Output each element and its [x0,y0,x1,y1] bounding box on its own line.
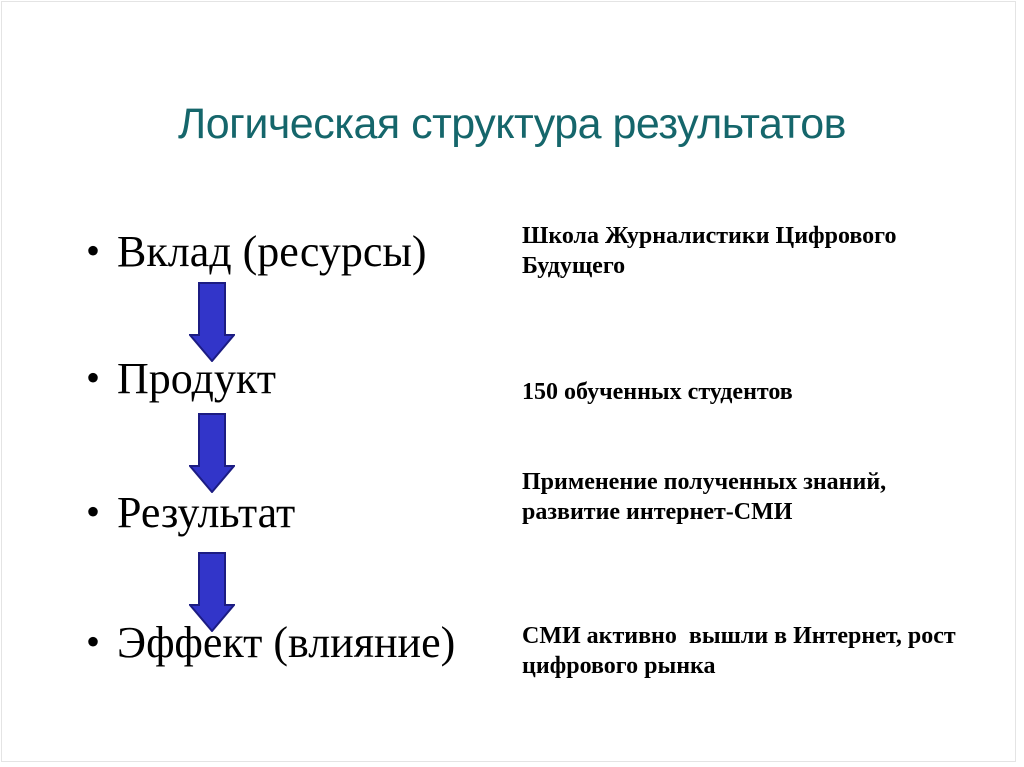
bullet-icon: • [86,355,101,400]
note-vklad: Школа Журналистики Цифрового Будущего [522,223,903,279]
note-produkt: 150 обученных студентов [522,379,793,405]
list-item-label: Эффект (влияние) [117,618,456,667]
list-item-effekt [86,620,455,666]
note-effekt: СМИ активно вышли в Интернет, рост цифрового рынка [522,623,962,679]
note-rezultat: Применение полученных знаний, развитие интернет-СМИ [522,469,893,525]
bullet-icon: • [86,619,101,664]
list-item-label: Вклад (ресурсы) [117,227,427,276]
bullet-icon: • [86,489,101,534]
down-arrow-shape [190,414,234,492]
bullet-icon: • [86,228,101,273]
list-item-rezultat [86,490,295,536]
list-item-label: Результат [117,488,296,537]
down-arrow-icon [189,282,235,362]
list-item-produkt [86,356,276,402]
list-item-vklad [86,229,427,275]
slide-title: Логическая структура результатов [178,100,846,148]
down-arrow-shape [190,283,234,361]
down-arrow-icon [189,413,235,493]
list-item-label: Продукт [117,354,276,403]
